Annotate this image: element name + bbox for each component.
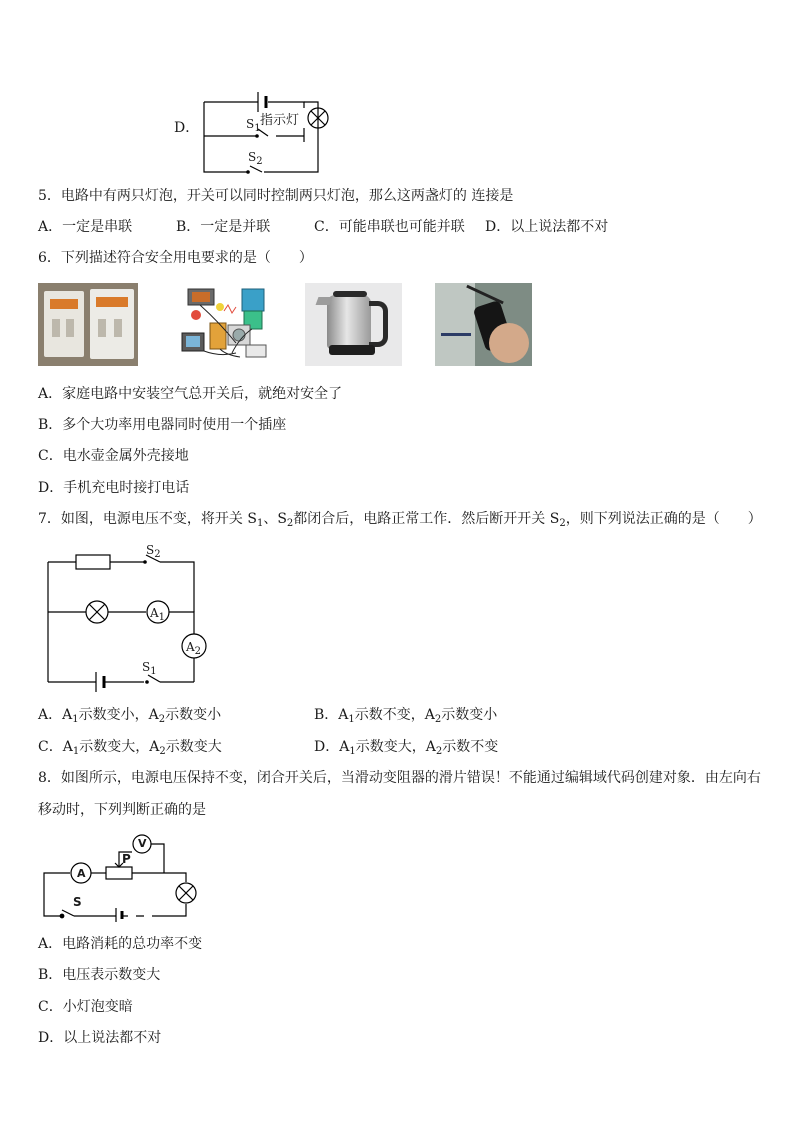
q8-option-a: A．电路消耗的总功率不变	[38, 936, 203, 952]
q6-stem: 6．下列描述符合安全用电要求的是（ ）	[38, 250, 313, 266]
q4-s1-label: $S_1$	[246, 117, 261, 134]
q7-option-b: B．$A_1$示数不变，$A_2$示数变小	[314, 707, 498, 725]
q6-option-c: C．电水壶金属外壳接地	[38, 448, 189, 464]
q4-circuit-diagram	[200, 86, 340, 178]
q5-option-b: B．一定是并联	[176, 219, 271, 235]
q6-option-d: D．手机充电时接打电话	[38, 480, 190, 496]
q7-option-a: A．$A_1$示数变小，$A_2$示数变小	[38, 707, 222, 725]
q8-stem-line2: 移动时，下列判断正确的是	[38, 802, 206, 818]
q7-option-d: D．$A_1$示数变大，$A_2$示数不变	[314, 739, 499, 757]
air-circuit-breaker-photo	[38, 283, 138, 366]
q4-lamp-label: 指示灯	[260, 113, 300, 128]
q8-stem-line1: 8．如图所示，电源电压保持不变，闭合开关后，当滑动变阻器的滑片错误！不能通过编辑域代码创建对象．由左向右	[38, 770, 761, 786]
q7-option-c: C．$A_1$示数变大，$A_2$示数变大	[38, 739, 222, 757]
q4-option-d-label: D．	[174, 120, 200, 136]
q8-option-d: D．以上说法都不对	[38, 1030, 162, 1046]
q7-s1-label: $S_1$	[142, 660, 157, 677]
q8-option-b: B．电压表示数变大	[38, 967, 161, 983]
q7-circuit-diagram	[44, 540, 214, 692]
overloaded-socket-illustration	[180, 283, 276, 367]
q5-option-a: A．一定是串联	[38, 219, 133, 235]
q6-option-b: B．多个大功率用电器同时使用一个插座	[38, 417, 287, 433]
q6-option-a: A．家庭电路中安装空气总开关后，就绝对安全了	[38, 386, 343, 402]
q7-a2-label: $A_2$	[186, 640, 202, 657]
q8-voltmeter-label: V	[138, 837, 147, 850]
phone-charging-photo	[435, 283, 532, 366]
q8-ammeter-label: A	[77, 867, 86, 880]
q8-option-c: C．小灯泡变暗	[38, 999, 133, 1015]
electric-kettle-photo	[305, 283, 402, 366]
q8-slider-label: P	[122, 852, 131, 866]
q7-a1-label: $A_1$	[150, 606, 166, 623]
q5-option-c: C．可能串联也可能并联	[314, 219, 465, 235]
q5-stem: 5．电路中有两只灯泡，开关可以同时控制两只灯泡，那么这两盏灯的 连接是	[38, 188, 514, 204]
q8-switch-label: S	[73, 895, 82, 909]
q8-circuit-diagram	[40, 830, 204, 922]
q7-s2-label: $S_2$	[146, 543, 161, 560]
q5-option-d: D．以上说法都不对	[485, 219, 609, 235]
q7-stem: 7．如图，电源电压不变，将开关 $S_1$、$S_2$都闭合后，电路正常工作．然后断开开关 $S_2$，则下列说法正确的是（ ）	[38, 511, 762, 529]
q4-s2-label: $S_2$	[248, 150, 263, 167]
